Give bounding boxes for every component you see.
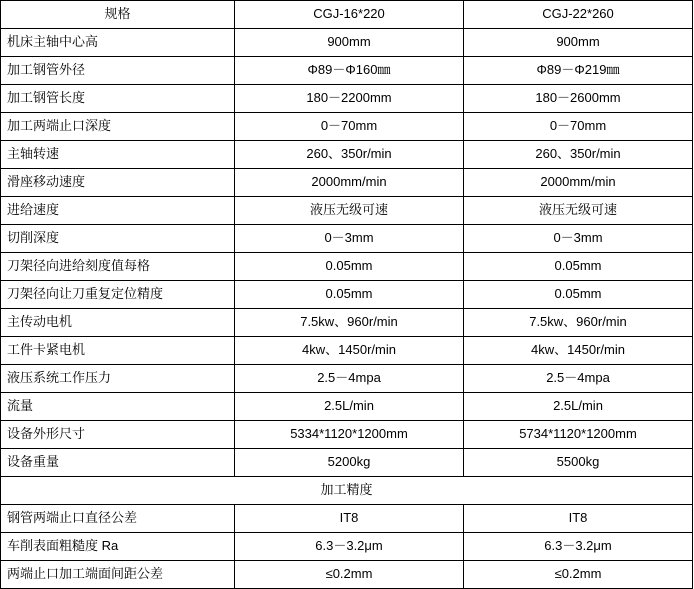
row-value-2: 5734*1120*1200mm [464, 421, 693, 449]
row-value-2: 0－3mm [464, 225, 693, 253]
row-value-2: 2000mm/min [464, 169, 693, 197]
row-value-2: 0.05mm [464, 281, 693, 309]
row-label: 流量 [1, 393, 235, 421]
row-label: 设备重量 [1, 449, 235, 477]
row-value-2: 2.5－4mpa [464, 365, 693, 393]
table-row [1, 141, 693, 169]
row-value-2: 5500kg [464, 449, 693, 477]
row-value-1: 2.5L/min [235, 393, 464, 421]
row-value-2: 0－70mm [464, 113, 693, 141]
row-value-2: 2.5L/min [464, 393, 693, 421]
row-label: 加工两端止口深度 [1, 113, 235, 141]
row-label: 加工钢管长度 [1, 85, 235, 113]
row-value-1: 0.05mm [235, 253, 464, 281]
row-value-1: 2000mm/min [235, 169, 464, 197]
table-row [1, 281, 693, 309]
row-value-1: 180－2200mm [235, 85, 464, 113]
table-header-row [1, 1, 693, 29]
row-value-1: IT8 [235, 505, 464, 533]
row-label: 设备外形尺寸 [1, 421, 235, 449]
table-row [1, 29, 693, 57]
row-value-1: 4kw、1450r/min [235, 337, 464, 365]
row-value-1: 0－3mm [235, 225, 464, 253]
row-label: 滑座移动速度 [1, 169, 235, 197]
section-header-row [1, 477, 693, 505]
row-value-1: 0－70mm [235, 113, 464, 141]
row-label: 机床主轴中心高 [1, 29, 235, 57]
row-value-1: 7.5kw、960r/min [235, 309, 464, 337]
row-value-2: ≤0.2mm [464, 561, 693, 589]
table-row [1, 309, 693, 337]
table-row [1, 393, 693, 421]
row-label: 进给速度 [1, 197, 235, 225]
row-label: 刀架径向进给刻度值每格 [1, 253, 235, 281]
row-value-2: 7.5kw、960r/min [464, 309, 693, 337]
row-value-2: 900mm [464, 29, 693, 57]
row-label: 车削表面粗糙度 Ra [1, 533, 235, 561]
row-value-1: 5334*1120*1200mm [235, 421, 464, 449]
table-row [1, 561, 693, 589]
row-value-2: Φ89－Φ219㎜ [464, 57, 693, 85]
table-row [1, 57, 693, 85]
table-row [1, 449, 693, 477]
table-row [1, 421, 693, 449]
row-value-1: 900mm [235, 29, 464, 57]
row-value-2: 4kw、1450r/min [464, 337, 693, 365]
table-row [1, 253, 693, 281]
row-value-2: 6.3－3.2μm [464, 533, 693, 561]
row-label: 两端止口加工端面间距公差 [1, 561, 235, 589]
row-value-1: 2.5－4mpa [235, 365, 464, 393]
table-row [1, 337, 693, 365]
table-row [1, 505, 693, 533]
row-value-2: 0.05mm [464, 253, 693, 281]
row-value-1: 260、350r/min [235, 141, 464, 169]
column-header-model-2: CGJ-22*260 [464, 1, 693, 29]
row-label: 钢管两端止口直径公差 [1, 505, 235, 533]
column-header-spec: 规格 [1, 1, 235, 29]
row-value-1: Φ89－Φ160㎜ [235, 57, 464, 85]
row-value-2: IT8 [464, 505, 693, 533]
row-label: 切削深度 [1, 225, 235, 253]
table-row [1, 113, 693, 141]
row-value-1: ≤0.2mm [235, 561, 464, 589]
table-row [1, 225, 693, 253]
row-value-2: 液压无级可速 [464, 197, 693, 225]
row-value-2: 260、350r/min [464, 141, 693, 169]
column-header-model-1: CGJ-16*220 [235, 1, 464, 29]
row-label: 刀架径向让刀重复定位精度 [1, 281, 235, 309]
row-value-1: 5200kg [235, 449, 464, 477]
row-label: 主轴转速 [1, 141, 235, 169]
row-value-1: 0.05mm [235, 281, 464, 309]
table-row [1, 533, 693, 561]
table-row [1, 85, 693, 113]
row-label: 加工钢管外径 [1, 57, 235, 85]
row-value-1: 液压无级可速 [235, 197, 464, 225]
row-label: 液压系统工作压力 [1, 365, 235, 393]
row-value-1: 6.3－3.2μm [235, 533, 464, 561]
row-value-2: 180－2600mm [464, 85, 693, 113]
table-row [1, 365, 693, 393]
table-row [1, 197, 693, 225]
row-label: 主传动电机 [1, 309, 235, 337]
section-title-machining-accuracy: 加工精度 [1, 477, 693, 505]
table-row [1, 169, 693, 197]
row-label: 工件卡紧电机 [1, 337, 235, 365]
